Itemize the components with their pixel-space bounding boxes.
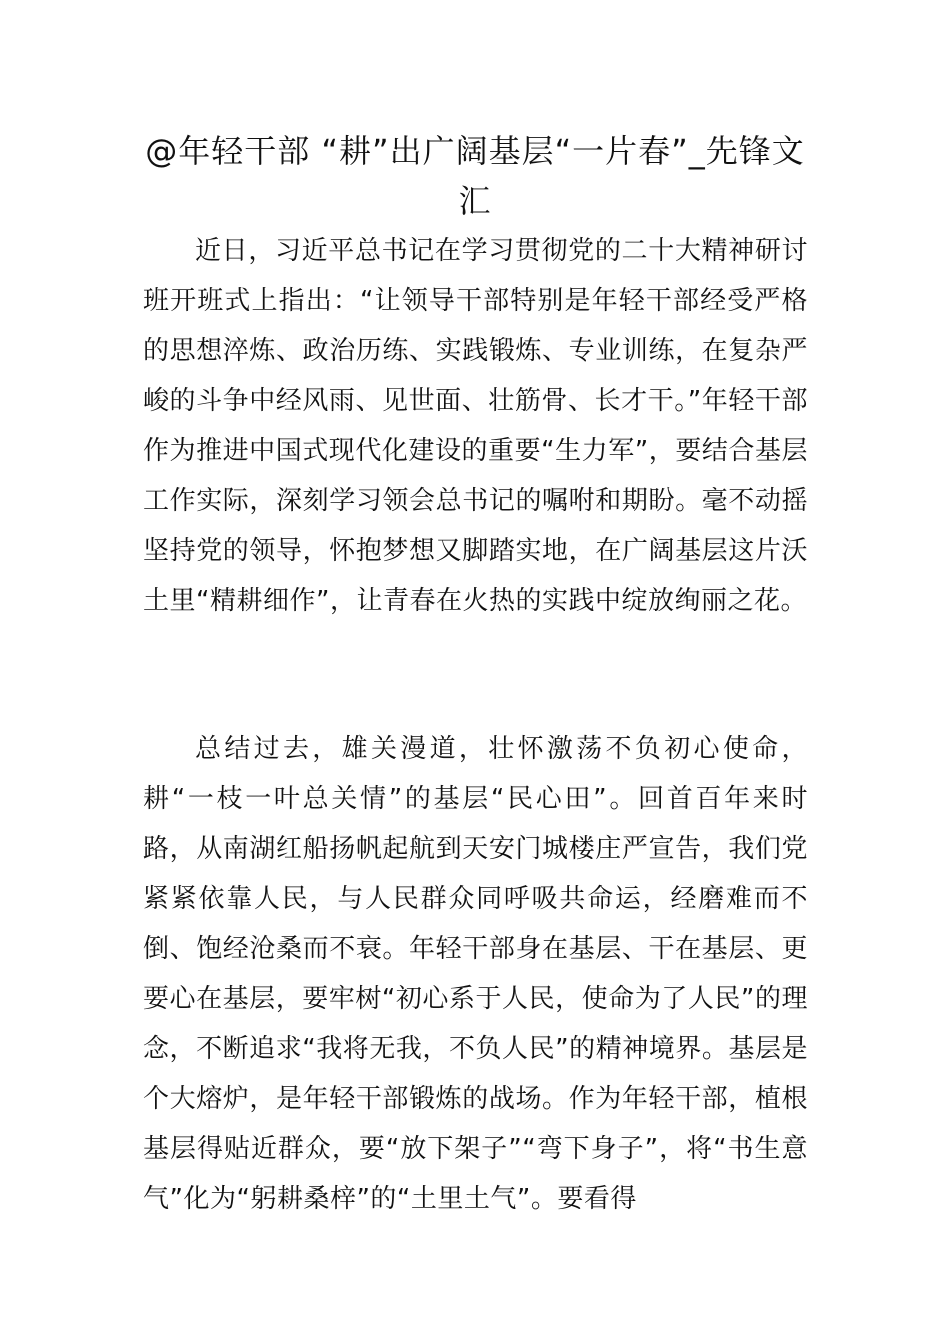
- paragraph-2: 总结过去，雄关漫道，壮怀激荡不负初心使命，耕“一枝一叶总关情”的基层“民心田”。回首百年来时路，从南湖红船扬帆起航到天安门城楼庄严宣告，我们党紧紧依靠人民，与人民群众同呼吸共命运，经磨难而不倒、饱经沧桑而不衰。年轻干部身在基层、干在基层、更要心在基层，要牢树“初心系于人民，使命为了人民”的理念，不断追求“我将无我，不负人民”的精神境界。基层是个大熔炉，是年轻干部锻炼的战场。作为年轻干部，植根基层得贴近群众，要“放下架子”“弯下身子”，将“书生意气”化为“躬耕桑梓”的“土里土气”。要看得: [143, 734, 808, 1214]
- paragraph-1: 近日，习近平总书记在学习贯彻党的二十大精神研讨班开班式上指出：“让领导干部特别是年轻干部经受严格的思想淬炼、政治历练、实践锻炼、专业训练，在复杂严峻的斗争中经风雨、见世面、壮筋骨、长才干。”年轻干部作为推进中国式现代化建设的重要“生力军”，要结合基层工作实际，深刻学习领会总书记的嘱咐和期盼。毫不动摇坚持党的领导，怀抱梦想又脚踏实地，在广阔基层这片沃土里“精耕细作”，让青春在火热的实践中绽放绚丽之花。: [143, 236, 808, 616]
- document-title: @年轻干部 “耕”出广阔基层“一片春”_先锋文汇: [145, 132, 805, 220]
